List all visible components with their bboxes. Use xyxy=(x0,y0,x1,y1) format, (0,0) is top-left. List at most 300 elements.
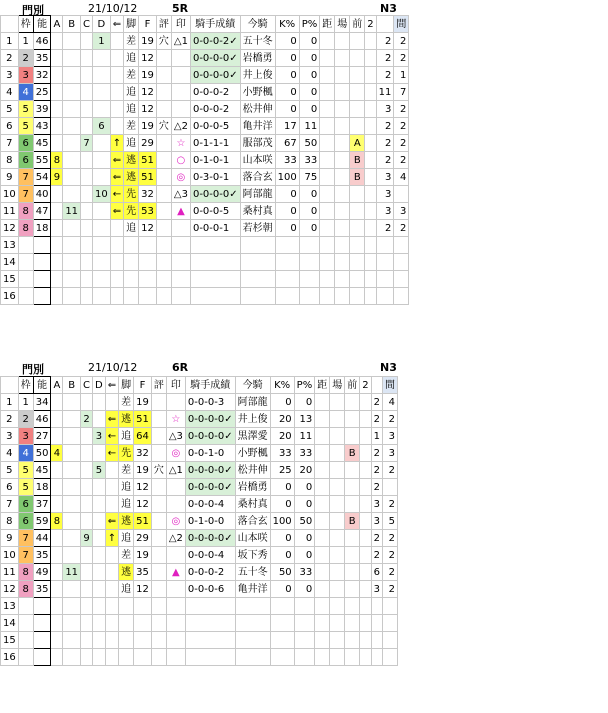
cell-p-pct: 33 xyxy=(299,152,320,169)
cell-ability: 40 xyxy=(33,186,51,203)
cell-col-b xyxy=(63,394,81,411)
cell-interval-1: 3 xyxy=(376,101,394,118)
cell-col-d xyxy=(93,598,106,615)
cell-ability: 18 xyxy=(33,220,51,237)
cell-dist xyxy=(315,513,330,530)
cell-col-d xyxy=(93,581,106,598)
table-row[interactable] xyxy=(1,220,409,237)
header-dist: 距 xyxy=(315,377,330,394)
cell-dist xyxy=(315,479,330,496)
cell-track xyxy=(330,649,345,666)
cell-mae: A xyxy=(350,135,365,152)
cell-f-value: 12 xyxy=(134,581,152,598)
cell-interval-2: 2 xyxy=(382,530,397,547)
cell-p-pct: 11 xyxy=(299,118,320,135)
cell-col-2 xyxy=(360,462,371,479)
cell-arrow: ← xyxy=(105,428,118,445)
cell-waku: 8 xyxy=(18,564,33,581)
cell-arrow xyxy=(110,237,123,254)
cell-eval xyxy=(151,598,166,615)
header-col-b: B xyxy=(63,16,81,33)
cell-f-value: 12 xyxy=(139,84,157,101)
cell-k-pct: 33 xyxy=(275,152,299,169)
cell-mae xyxy=(350,84,365,101)
cell-k-pct: 0 xyxy=(275,67,299,84)
cell-ability: 46 xyxy=(33,411,51,428)
cell-col-2 xyxy=(365,288,376,305)
cell-col-b xyxy=(63,118,81,135)
cell-arrow: ⇐ xyxy=(110,203,123,220)
table-row[interactable] xyxy=(1,445,398,462)
cell-k-pct: 0 xyxy=(275,186,299,203)
cell-row-num: 16 xyxy=(1,649,19,666)
cell-jockey xyxy=(240,237,275,254)
cell-mark xyxy=(166,479,185,496)
cell-p-pct: 0 xyxy=(294,496,315,513)
cell-jockey-record xyxy=(185,649,235,666)
cell-dist xyxy=(320,203,335,220)
cell-k-pct xyxy=(275,271,299,288)
cell-interval-1: 2 xyxy=(376,152,394,169)
cell-col-2 xyxy=(365,33,376,50)
cell-col-d xyxy=(93,530,106,547)
cell-interval-2: 2 xyxy=(394,101,409,118)
cell-col-a xyxy=(51,220,63,237)
cell-col-c xyxy=(81,547,93,564)
cell-col-2 xyxy=(365,220,376,237)
table-row[interactable] xyxy=(1,428,398,445)
cell-f-value: 51 xyxy=(139,169,157,186)
cell-mark xyxy=(171,220,190,237)
cell-col-2 xyxy=(365,84,376,101)
cell-eval xyxy=(151,530,166,547)
cell-interval-1: 1 xyxy=(371,428,382,445)
cell-col-c xyxy=(81,152,93,169)
cell-interval-2: 5 xyxy=(382,513,397,530)
cell-jockey-record xyxy=(185,598,235,615)
cell-col-b: 11 xyxy=(63,203,81,220)
cell-dist xyxy=(315,394,330,411)
table-row[interactable] xyxy=(1,169,409,186)
cell-col-d: 5 xyxy=(93,462,106,479)
cell-interval-2: 2 xyxy=(382,462,397,479)
cell-mark xyxy=(171,101,190,118)
cell-col-c xyxy=(81,203,93,220)
cell-waku xyxy=(18,632,33,649)
cell-p-pct: 0 xyxy=(299,67,320,84)
cell-eval xyxy=(151,394,166,411)
cell-leg xyxy=(119,615,134,632)
table-row[interactable] xyxy=(1,101,409,118)
header-dist: 距 xyxy=(320,16,335,33)
table-row[interactable] xyxy=(1,496,398,513)
header-arrow: ⇐ xyxy=(110,16,123,33)
cell-row-num: 10 xyxy=(1,547,19,564)
header-f-value: F xyxy=(134,377,152,394)
cell-track xyxy=(330,598,345,615)
cell-dist xyxy=(320,186,335,203)
cell-row-num: 13 xyxy=(1,237,19,254)
cell-leg: 追 xyxy=(119,428,134,445)
cell-leg: 差 xyxy=(119,394,134,411)
cell-interval-1: 11 xyxy=(376,84,394,101)
cell-interval-2: 2 xyxy=(394,135,409,152)
cell-track xyxy=(335,271,350,288)
cell-ability xyxy=(33,254,51,271)
cell-eval xyxy=(151,496,166,513)
cell-col-d xyxy=(93,615,106,632)
cell-col-b: 11 xyxy=(63,564,81,581)
cell-eval xyxy=(151,445,166,462)
cell-interval-1: 2 xyxy=(376,50,394,67)
header-col-a: A xyxy=(51,377,63,394)
cell-track xyxy=(330,479,345,496)
cell-dist xyxy=(315,411,330,428)
cell-k-pct xyxy=(275,288,299,305)
cell-interval-1: 3 xyxy=(376,169,394,186)
cell-jockey-record: 0-0-0-2 xyxy=(190,84,240,101)
cell-col-a xyxy=(51,411,63,428)
cell-col-d xyxy=(93,67,111,84)
cell-ability xyxy=(33,237,51,254)
cell-mark xyxy=(171,67,190,84)
cell-k-pct: 0 xyxy=(275,84,299,101)
cell-jockey: 山本咲 xyxy=(240,152,275,169)
cell-mark: ▲ xyxy=(171,203,190,220)
header-waku: 枠 xyxy=(18,377,33,394)
cell-f-value: 29 xyxy=(134,530,152,547)
cell-col-b xyxy=(63,67,81,84)
cell-dist xyxy=(315,649,330,666)
cell-interval-2 xyxy=(382,479,397,496)
cell-ability xyxy=(33,649,51,666)
cell-p-pct: 0 xyxy=(299,33,320,50)
cell-row-num: 2 xyxy=(1,50,19,67)
venue-label: 門別 xyxy=(22,363,44,376)
cell-jockey xyxy=(235,632,270,649)
table-row[interactable] xyxy=(1,462,398,479)
cell-leg: 先 xyxy=(124,203,139,220)
cell-col-a xyxy=(51,237,63,254)
cell-jockey xyxy=(235,649,270,666)
cell-k-pct: 17 xyxy=(275,118,299,135)
cell-dist xyxy=(315,615,330,632)
cell-col-b xyxy=(63,496,81,513)
cell-arrow xyxy=(110,84,123,101)
table-row[interactable] xyxy=(1,33,409,50)
cell-col-b xyxy=(63,237,81,254)
cell-arrow xyxy=(105,394,118,411)
table-row[interactable] xyxy=(1,203,409,220)
cell-col-a xyxy=(51,394,63,411)
cell-k-pct xyxy=(270,598,294,615)
cell-col-d: 1 xyxy=(93,33,111,50)
cell-dist xyxy=(320,169,335,186)
cell-dist xyxy=(320,118,335,135)
cell-interval-1: 2 xyxy=(371,462,382,479)
cell-col-a xyxy=(51,33,63,50)
table-row[interactable] xyxy=(1,152,409,169)
cell-eval xyxy=(151,632,166,649)
cell-row-num: 4 xyxy=(1,84,19,101)
cell-col-a xyxy=(51,118,63,135)
cell-mae xyxy=(345,394,360,411)
cell-col-c xyxy=(81,445,93,462)
header-interval-1 xyxy=(371,377,382,394)
cell-jockey-record: 0-0-1-0 xyxy=(185,445,235,462)
header-eval: 評 xyxy=(156,16,171,33)
cell-eval: 穴 xyxy=(151,462,166,479)
cell-jockey: 亀井洋 xyxy=(240,118,275,135)
header-f-value: F xyxy=(139,16,157,33)
cell-p-pct: 0 xyxy=(299,84,320,101)
cell-p-pct: 0 xyxy=(294,530,315,547)
cell-f-value: 64 xyxy=(134,428,152,445)
cell-jockey: 小野楓 xyxy=(235,445,270,462)
cell-dist xyxy=(315,598,330,615)
table-row[interactable] xyxy=(1,50,409,67)
header-jockey-record: 騎手成績 xyxy=(185,377,235,394)
header-jockey: 今騎 xyxy=(235,377,270,394)
cell-k-pct xyxy=(270,632,294,649)
cell-col-b xyxy=(63,271,81,288)
cell-f-value: 12 xyxy=(134,479,152,496)
cell-jockey-record xyxy=(190,288,240,305)
cell-f-value: 19 xyxy=(139,33,157,50)
cell-f-value xyxy=(139,288,157,305)
cell-ability: 55 xyxy=(33,152,51,169)
cell-waku xyxy=(18,288,33,305)
cell-col-d xyxy=(93,288,111,305)
cell-col-2 xyxy=(360,411,371,428)
cell-k-pct: 100 xyxy=(275,169,299,186)
cell-col-b xyxy=(63,220,81,237)
cell-interval-2 xyxy=(394,237,409,254)
cell-interval-2: 3 xyxy=(394,203,409,220)
table-row[interactable] xyxy=(1,411,398,428)
cell-ability xyxy=(33,632,51,649)
cell-col-2 xyxy=(360,632,371,649)
cell-waku: 6 xyxy=(18,135,33,152)
race-header xyxy=(0,361,608,375)
header-track: 場 xyxy=(335,16,350,33)
cell-arrow: ⇐ xyxy=(110,169,123,186)
cell-eval xyxy=(156,186,171,203)
cell-track xyxy=(330,496,345,513)
cell-jockey-record: 0-1-1-1 xyxy=(190,135,240,152)
cell-arrow: ⇐ xyxy=(110,152,123,169)
header-col-2: 2 xyxy=(360,377,371,394)
table-row[interactable] xyxy=(1,530,398,547)
cell-jockey-record: 0-0-0-2 xyxy=(185,564,235,581)
table-row[interactable] xyxy=(1,513,398,530)
cell-mae xyxy=(345,428,360,445)
cell-row-num: 1 xyxy=(1,33,19,50)
cell-p-pct xyxy=(299,271,320,288)
cell-leg xyxy=(119,598,134,615)
table-row[interactable] xyxy=(1,547,398,564)
cell-k-pct xyxy=(275,237,299,254)
cell-mae xyxy=(345,632,360,649)
cell-waku xyxy=(18,615,33,632)
cell-row-num: 14 xyxy=(1,615,19,632)
cell-col-a xyxy=(51,649,63,666)
table-row[interactable] xyxy=(1,118,409,135)
cell-interval-2: 2 xyxy=(382,547,397,564)
cell-jockey: 黒澤愛 xyxy=(235,428,270,445)
cell-ability: 35 xyxy=(33,547,51,564)
cell-col-a xyxy=(51,581,63,598)
table-row[interactable] xyxy=(1,84,409,101)
cell-leg: 追 xyxy=(124,135,139,152)
header-mae: 前 xyxy=(345,377,360,394)
cell-ability xyxy=(33,615,51,632)
cell-col-a xyxy=(51,530,63,547)
cell-col-b xyxy=(63,152,81,169)
race-table xyxy=(0,376,398,666)
cell-arrow xyxy=(105,598,118,615)
cell-track xyxy=(335,203,350,220)
cell-mae xyxy=(350,118,365,135)
cell-interval-2 xyxy=(382,649,397,666)
cell-col-d: 3 xyxy=(93,428,106,445)
cell-ability: 45 xyxy=(33,462,51,479)
cell-f-value: 51 xyxy=(134,513,152,530)
cell-f-value: 32 xyxy=(139,186,157,203)
cell-interval-1: 2 xyxy=(376,33,394,50)
cell-dist xyxy=(320,271,335,288)
cell-track xyxy=(330,445,345,462)
table-row[interactable] xyxy=(1,186,409,203)
cell-mae xyxy=(345,496,360,513)
cell-dist xyxy=(315,581,330,598)
cell-col-a xyxy=(51,288,63,305)
cell-waku: 6 xyxy=(18,513,33,530)
cell-mark: ◎ xyxy=(166,513,185,530)
cell-eval xyxy=(156,84,171,101)
cell-col-c xyxy=(81,581,93,598)
cell-eval xyxy=(156,67,171,84)
cell-row-num: 3 xyxy=(1,428,19,445)
cell-row-num: 9 xyxy=(1,530,19,547)
cell-mark: △2 xyxy=(171,118,190,135)
cell-row-num: 12 xyxy=(1,220,19,237)
cell-ability: 35 xyxy=(33,581,51,598)
cell-p-pct: 0 xyxy=(294,547,315,564)
cell-k-pct: 0 xyxy=(275,220,299,237)
cell-eval xyxy=(151,547,166,564)
cell-eval xyxy=(151,564,166,581)
header-leg: 脚 xyxy=(119,377,134,394)
cell-eval xyxy=(151,479,166,496)
cell-track xyxy=(335,152,350,169)
header-jockey-record: 騎手成績 xyxy=(190,16,240,33)
cell-col-c xyxy=(81,462,93,479)
cell-interval-2: 3 xyxy=(382,428,397,445)
cell-col-c xyxy=(81,220,93,237)
cell-k-pct: 100 xyxy=(270,513,294,530)
cell-leg: 差 xyxy=(124,33,139,50)
cell-dist xyxy=(315,530,330,547)
cell-col-d xyxy=(93,237,111,254)
cell-interval-2 xyxy=(394,271,409,288)
cell-col-b xyxy=(63,186,81,203)
cell-track xyxy=(335,135,350,152)
cell-mae: B xyxy=(345,513,360,530)
table-row[interactable] xyxy=(1,135,409,152)
cell-leg: 追 xyxy=(119,581,134,598)
race-class: N3 xyxy=(380,2,397,15)
cell-col-b xyxy=(63,411,81,428)
cell-col-c: 9 xyxy=(81,530,93,547)
cell-interval-1 xyxy=(371,649,382,666)
cell-track xyxy=(330,530,345,547)
cell-ability: 18 xyxy=(33,479,51,496)
table-row[interactable] xyxy=(1,479,398,496)
cell-col-d xyxy=(93,547,106,564)
cell-interval-1: 2 xyxy=(371,445,382,462)
cell-arrow xyxy=(110,254,123,271)
cell-jockey: 落合玄 xyxy=(235,513,270,530)
cell-col-c xyxy=(81,513,93,530)
cell-ability: 46 xyxy=(33,33,51,50)
cell-row-num: 6 xyxy=(1,479,19,496)
table-row[interactable] xyxy=(1,581,398,598)
cell-interval-2: 2 xyxy=(394,50,409,67)
cell-col-d: 10 xyxy=(93,186,111,203)
cell-track xyxy=(335,33,350,50)
table-row[interactable] xyxy=(1,564,398,581)
header-mae: 前 xyxy=(350,16,365,33)
cell-jockey-record: 0-0-0-2 xyxy=(190,101,240,118)
cell-leg xyxy=(119,649,134,666)
cell-interval-1 xyxy=(376,288,394,305)
cell-p-pct: 13 xyxy=(294,411,315,428)
cell-p-pct xyxy=(294,632,315,649)
cell-track xyxy=(335,50,350,67)
table-row[interactable] xyxy=(1,394,398,411)
cell-waku: 5 xyxy=(18,462,33,479)
cell-dist xyxy=(320,67,335,84)
cell-col-2 xyxy=(360,479,371,496)
cell-f-value: 51 xyxy=(139,152,157,169)
header-blank xyxy=(1,16,19,33)
cell-col-2 xyxy=(365,254,376,271)
cell-mark: △2 xyxy=(166,530,185,547)
cell-ability: 54 xyxy=(33,169,51,186)
cell-jockey-record: 0-0-0-0✓ xyxy=(190,186,240,203)
cell-col-b xyxy=(63,33,81,50)
cell-eval xyxy=(156,220,171,237)
cell-col-b xyxy=(63,169,81,186)
cell-waku: 5 xyxy=(18,101,33,118)
cell-col-c xyxy=(81,271,93,288)
cell-waku: 2 xyxy=(18,50,33,67)
cell-k-pct: 0 xyxy=(275,203,299,220)
cell-col-d xyxy=(93,496,106,513)
cell-mae xyxy=(345,649,360,666)
cell-jockey-record: 0-0-0-0✓ xyxy=(185,411,235,428)
cell-k-pct: 0 xyxy=(270,496,294,513)
cell-interval-1: 3 xyxy=(371,496,382,513)
cell-arrow xyxy=(105,496,118,513)
cell-k-pct: 0 xyxy=(275,101,299,118)
cell-col-a xyxy=(51,135,63,152)
cell-col-c xyxy=(81,496,93,513)
cell-mae xyxy=(350,203,365,220)
table-row[interactable] xyxy=(1,67,409,84)
cell-dist xyxy=(315,428,330,445)
